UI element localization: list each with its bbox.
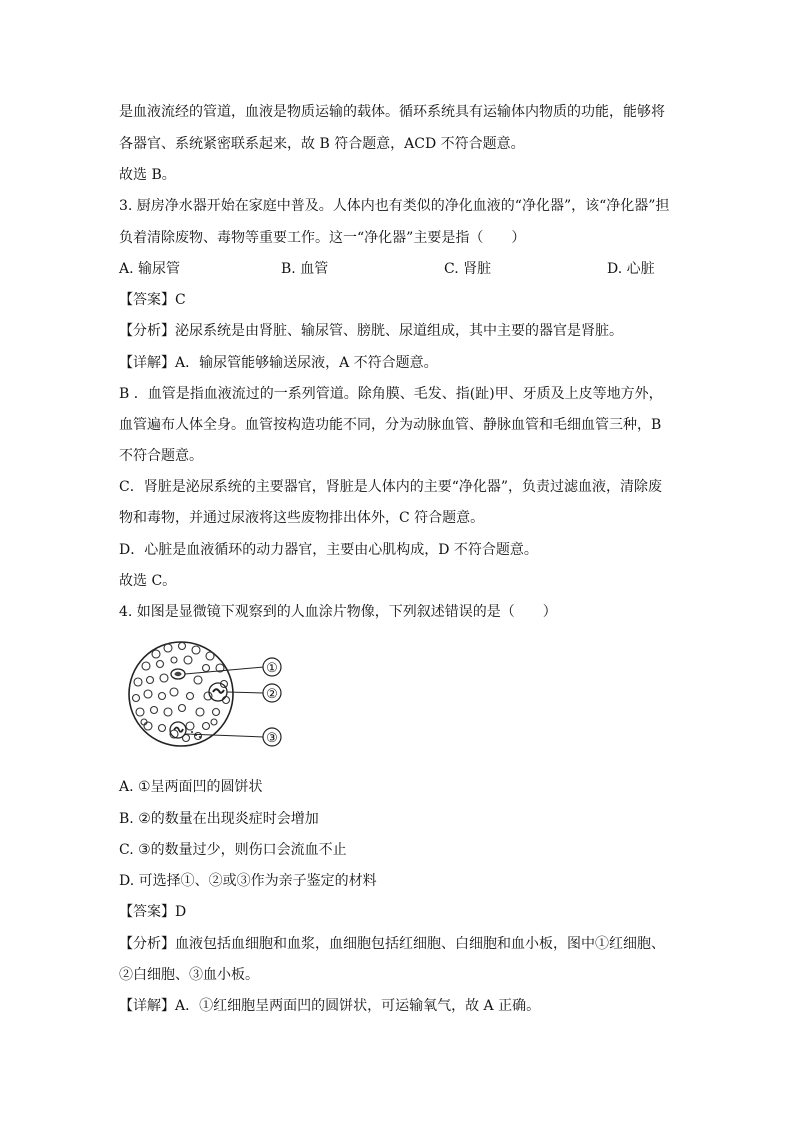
figure-label-1: ① — [266, 661, 278, 676]
question-4-option-a: A. ①呈两面凹的圆饼状 — [119, 779, 263, 795]
figure-label-3: ③ — [266, 731, 278, 746]
question-4-answer: 【答案】D — [119, 904, 187, 920]
question-3-analysis: 【分析】泌尿系统是由肾脏、输尿管、膀胱、尿道组成，其中主要的器官是肾脏。 — [119, 323, 623, 339]
question-3-detail-line: C．肾脏是泌尿系统的主要器官，肾脏是人体内的主要“净化器”，负责过滤血液，清除废 — [119, 479, 663, 495]
question-4-option-d: D. 可选择①、②或③作为亲子鉴定的材料 — [119, 873, 377, 889]
question-3-option-a: A. 输尿管 — [119, 261, 181, 277]
blood-smear-figure — [126, 634, 296, 754]
question-4-option-c: C. ③的数量过少，则伤口会流血不止 — [119, 842, 347, 858]
question-3-detail-line: 不符合题意。 — [119, 448, 203, 464]
label-2-white-cell — [209, 683, 264, 701]
label-1-red-cell — [171, 667, 264, 679]
question-3-option-b: B. 血管 — [281, 261, 329, 277]
question-3-conclusion: 故选 C。 — [119, 573, 177, 589]
red-blood-cells — [133, 643, 230, 742]
question-3-detail-line: 血管遍布人体全身。血管按构造功能不同，分为动脉血管、静脉血管和毛细血管三种，B — [119, 417, 662, 433]
continuation-conclusion: 故选 B。 — [119, 167, 176, 183]
figure-label-2: ② — [266, 687, 278, 702]
question-3-stem-line-1: 3. 厨房净水器开始在家庭中普及。人体内也有类似的净化血液的“净化器”，该“净化器”担 — [119, 198, 670, 214]
figure-label-circles — [263, 658, 281, 746]
question-3-detail-line: D．心脏是血液循环的动力器官，主要由心肌构成，D 不符合题意。 — [119, 542, 538, 558]
continuation-line-2: 各器官、系统紧密联系起来，故 B 符合题意，ACD 不符合题意。 — [119, 136, 525, 152]
continuation-line-1: 是血液流经的管道，血液是物质运输的载体。循环系统具有运输体内物质的功能，能够将 — [119, 104, 665, 120]
question-4-detail: 【详解】A．①红细胞呈两面凹的圆饼状，可运输氧气，故 A 正确。 — [119, 998, 541, 1014]
question-3-stem-line-2: 负着清除废物、毒物等重要工作。这一“净化器”主要是指（ ） — [119, 230, 526, 246]
question-3-detail-line: 【详解】A．输尿管能够输送尿液，A 不符合题意。 — [119, 355, 438, 371]
question-3-detail-line: 物和毒物，并通过尿液将这些废物排出体外，C 符合题意。 — [119, 510, 485, 526]
question-3-option-c: C. 肾脏 — [444, 261, 492, 277]
question-4-option-b: B. ②的数量在出现炎症时会增加 — [119, 811, 319, 827]
question-4-analysis-line-1: 【分析】血液包括血细胞和血浆，血细胞包括红细胞、白细胞和血小板，图中①红细胞、 — [119, 936, 665, 952]
question-3-answer: 【答案】C — [119, 292, 186, 308]
question-3-detail-line: B ．血管是指血液流过的一系列管道。除角膜、毛发、指(趾)甲、牙质及上皮等地方外， — [119, 386, 663, 402]
question-4-analysis-line-2: ②白细胞、③血小板。 — [119, 967, 259, 983]
label-3-platelet — [170, 722, 264, 738]
question-3-option-d: D. 心脏 — [607, 261, 655, 277]
question-4-stem: 4. 如图是显微镜下观察到的人血涂片物像，下列叙述错误的是（ ） — [119, 604, 557, 620]
microscope-field-circle — [129, 642, 233, 746]
